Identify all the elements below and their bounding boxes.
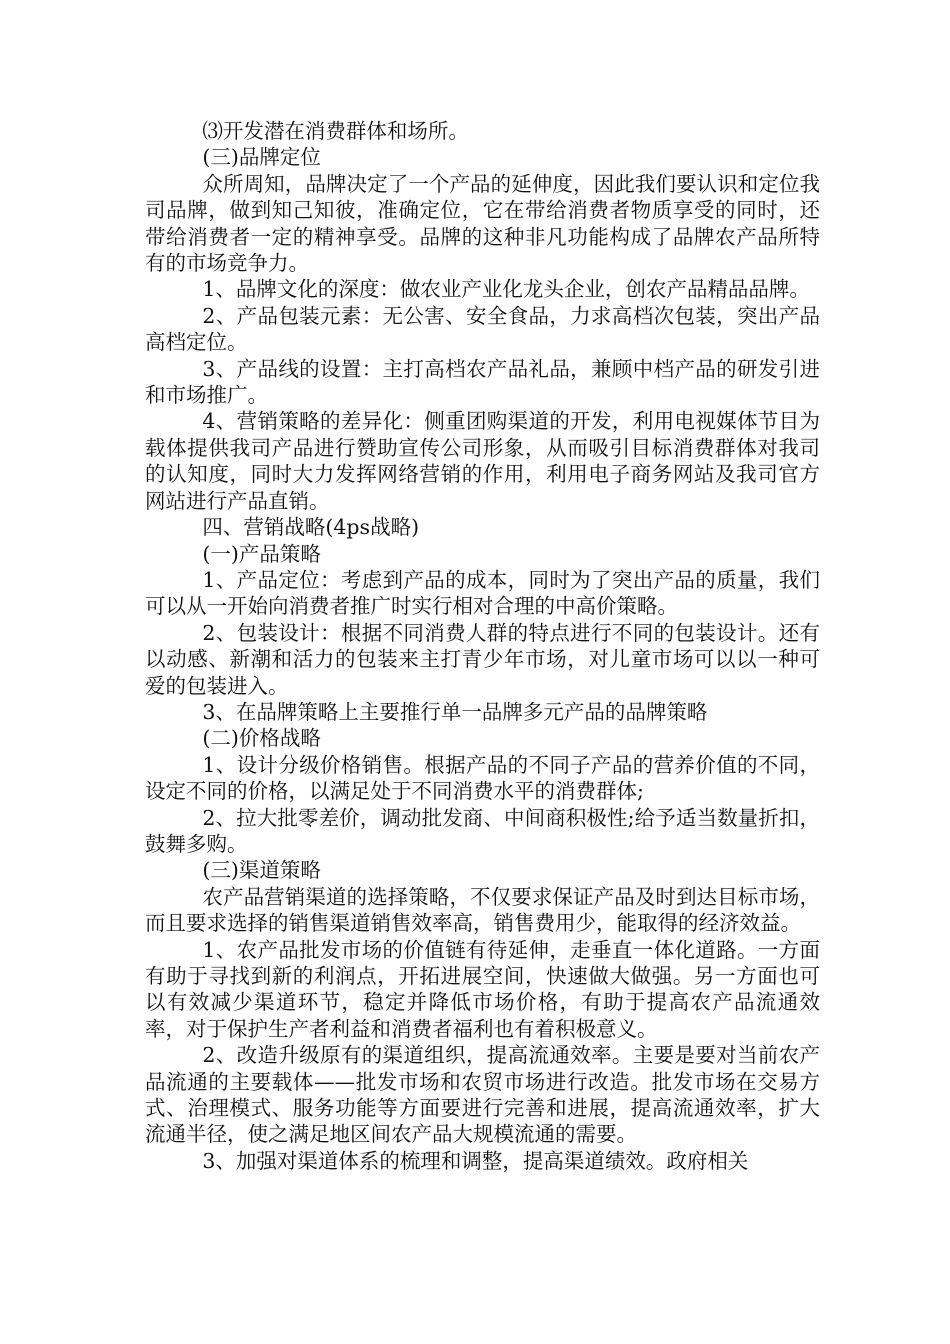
paragraph-brand-intro: 众所周知，品牌决定了一个产品的延伸度，因此我们要认识和定位我司品牌，做到知己知彼，准确定位，它在带给消费者物质享受的同时，还带给消费者一定的精神享受。品牌的这种非凡功能构成了品牌农产品所特有的市场竞争力。	[145, 171, 820, 276]
section-heading-marketing-strategy: 四、营销战略(4ps战略)	[202, 515, 420, 540]
paragraph-packaging-elements: 2、产品包装元素：无公害、安全食品，力求高档次包装，突出产品高档定位。	[145, 303, 820, 355]
paragraph-channel-adjustment: 3、加强对渠道体系的梳理和调整，提高渠道绩效。政府相关	[202, 1148, 749, 1173]
paragraph-wholesale-margin: 2、拉大批零差价，调动批发商、中间商积极性;给予适当数量折扣，鼓舞多购。	[145, 805, 820, 856]
paragraph-brand-culture: 1、品牌文化的深度：做农业产业化龙头企业，创农产品精品品牌。	[202, 277, 810, 302]
paragraph-product-positioning: 1、产品定位：考虑到产品的成本，同时为了突出产品的质量，我们可以从一开始向消费者推广时实行相对合理的中高价策略。	[145, 567, 820, 619]
section-heading-channel-strategy: (三)渠道策略	[202, 858, 321, 883]
paragraph-packaging-design: 2、包装设计：根据不同消费人群的特点进行不同的包装设计。还有以动感、新潮和活力的包装来主打青少年市场，对儿童市场可以以一种可爱的包装进入。	[145, 620, 820, 698]
document-body	[145, 118, 820, 1174]
paragraph-wholesale-value-chain: 1、农产品批发市场的价值链有待延伸，走垂直一体化道路。一方面有助于寻找到新的利润点，开拓进展空间，快速做大做强。另一方面也可以有效减少渠道环节，稳定并降低市场价格，有助于提高农产品流通效率，对于保护生产者利益和消费者福利也有着积极意义。	[145, 937, 820, 1041]
paragraph-marketing-differentiation: 4、营销策略的差异化：侧重团购渠道的开发，利用电视媒体节目为载体提供我司产品进行赞助宣传公司形象，从而吸引目标消费群体对我司的认知度，同时大力发挥网络营销的作用，利用电子商务网站及我司官方网站进行产品直销。	[145, 409, 820, 513]
paragraph-channel-intro: 农产品营销渠道的选择策略，不仅要求保证产品及时到达目标市场，而且要求选择的销售渠道销售效率高，销售费用少，能取得的经济效益。	[145, 884, 820, 936]
section-heading-product-strategy: (一)产品策略	[202, 541, 321, 566]
paragraph-product-line: 3、产品线的设置：主打高档农产品礼品，兼顾中档产品的研发引进和市场推广。	[145, 356, 820, 408]
paragraph-channel-upgrade: 2、改造升级原有的渠道组织，提高流通效率。主要是要对当前农产品流通的主要载体——批发市场和农贸市场进行改造。批发市场在交易方式、治理模式、服务功能等方面要进行完善和进展，提高流通效率，扩大流通半径，使之满足地区间农产品大规模流通的需要。	[145, 1043, 820, 1147]
section-heading-price-strategy: (二)价格战略	[202, 726, 321, 751]
paragraph-brand-strategy: 3、在品牌策略上主要推行单一品牌多元产品的品牌策略	[202, 699, 708, 724]
paragraph-item-3-development: ⑶开发潜在消费群体和场所。	[202, 119, 469, 143]
section-heading-brand-positioning: (三)品牌定位	[202, 145, 321, 170]
paragraph-tiered-pricing: 1、设计分级价格销售。根据产品的不同子产品的营养价值的不同，设定不同的价格，以满足处于不同消费水平的消费群体;	[145, 752, 820, 804]
